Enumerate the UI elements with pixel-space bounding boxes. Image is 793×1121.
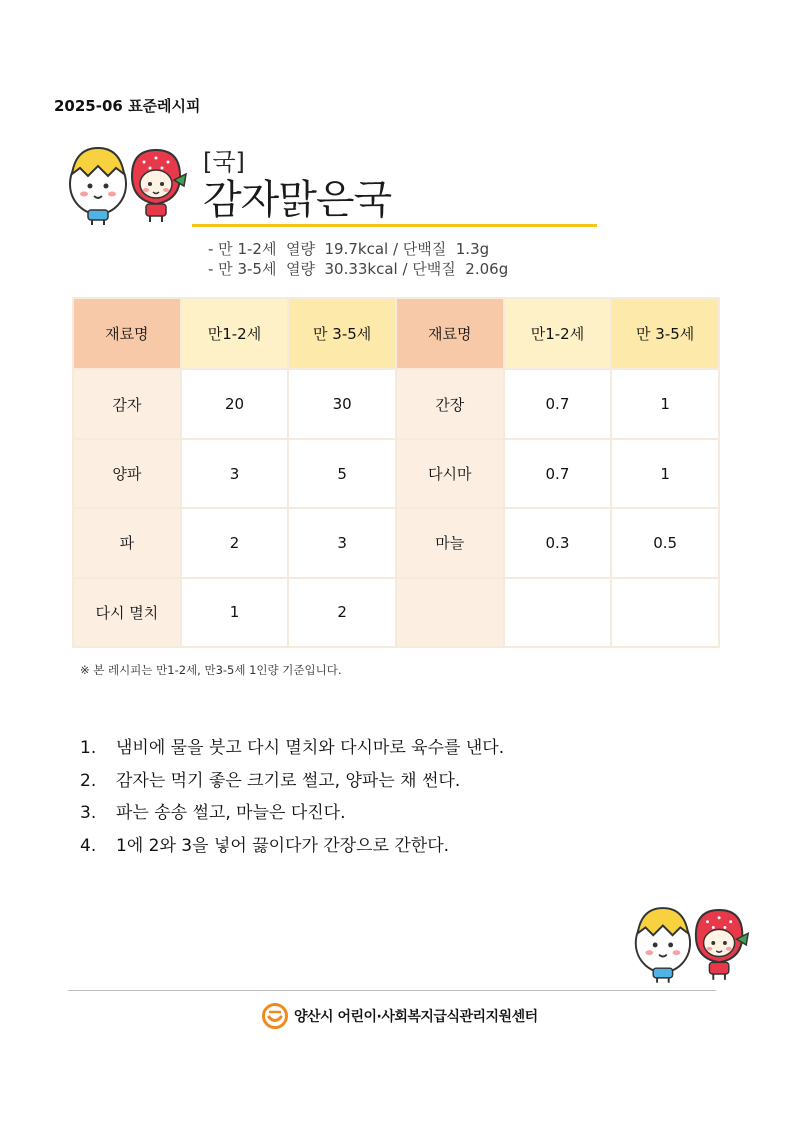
mascot-illustration [62, 140, 192, 226]
step-text: 감자는 먹기 좋은 크기로 썰고, 양파는 채 썬다. [116, 770, 461, 791]
recipe-category: [국] [203, 148, 245, 176]
step-number: 3. [80, 803, 97, 823]
ingredient-name: 다시 멸치 [73, 578, 181, 647]
amount-age-1-2: 2 [181, 508, 289, 577]
amount-age-1-2: 0.3 [504, 508, 612, 577]
table-row [73, 439, 719, 508]
nutrition-age-1-2: - 만 1-2세 열량 19.7kcal / 단백질 1.3g [208, 240, 490, 258]
amount-age-3-5: 2 [288, 578, 396, 647]
step-item [80, 765, 504, 798]
serving-note: ※ 본 레시피는 만1-2세, 만3-5세 1인량 기준입니다. [80, 663, 342, 677]
footer [262, 1002, 538, 1030]
step-item [80, 797, 504, 830]
egg-mascot [70, 148, 126, 225]
table-header-row [73, 298, 719, 369]
ingredient-name: 간장 [396, 369, 504, 438]
table-row [73, 369, 719, 438]
amount-age-1-2: 1 [181, 578, 289, 647]
mascot-illustration [628, 900, 754, 984]
smile-logo-icon [262, 1003, 288, 1029]
recipe-steps [80, 732, 504, 862]
amount-age-3-5: 30 [288, 369, 396, 438]
ingredient-name: 감자 [73, 369, 181, 438]
step-text: 파는 송송 썰고, 마늘은 다진다. [116, 803, 346, 823]
amount-age-3-5: 1 [611, 439, 719, 508]
organization-name: 양산시 어린이·사회복지급식관리지원센터 [294, 1009, 538, 1025]
header-age-1-2: 만1-2세 [504, 298, 612, 369]
amount-age-1-2: 0.7 [504, 369, 612, 438]
amount-age-1-2: 20 [181, 369, 289, 438]
document-label: 2025-06 표준레시피 [54, 97, 201, 115]
step-item [80, 830, 504, 863]
amount-age-3-5: 5 [288, 439, 396, 508]
step-text: 1에 2와 3을 넣어 끓이다가 간장으로 간한다. [116, 835, 450, 856]
step-number: 1. [80, 738, 97, 758]
amount-age-1-2: 3 [181, 439, 289, 508]
ingredient-table [72, 297, 720, 648]
header-ingredient: 재료명 [396, 298, 504, 369]
table-row [73, 508, 719, 577]
strawberry-mascot [696, 910, 748, 980]
ingredient-name: 파 [73, 508, 181, 577]
strawberry-mascot [132, 150, 186, 222]
ingredient-name: 양파 [73, 439, 181, 508]
amount-age-3-5: 3 [288, 508, 396, 577]
egg-mascot [636, 908, 690, 983]
amount-age-3-5 [611, 578, 719, 647]
nutrition-age-3-5: - 만 3-5세 열량 30.33kcal / 단백질 2.06g [208, 260, 509, 278]
amount-age-3-5: 1 [611, 369, 719, 438]
title-underline [192, 224, 597, 227]
amount-age-1-2 [504, 578, 612, 647]
footer-divider [68, 990, 716, 991]
ingredient-name [396, 578, 504, 647]
amount-age-1-2: 0.7 [504, 439, 612, 508]
header-ingredient: 재료명 [73, 298, 181, 369]
amount-age-3-5: 0.5 [611, 508, 719, 577]
header-age-1-2: 만1-2세 [181, 298, 289, 369]
ingredient-name: 마늘 [396, 508, 504, 577]
header-age-3-5: 만 3-5세 [288, 298, 396, 369]
ingredient-name: 다시마 [396, 439, 504, 508]
step-text: 냄비에 물을 붓고 다시 멸치와 다시마로 육수를 낸다. [116, 738, 505, 758]
header-age-3-5: 만 3-5세 [611, 298, 719, 369]
table-row [73, 578, 719, 647]
recipe-title: 감자맑은국 [203, 177, 392, 223]
step-number: 4. [80, 835, 97, 856]
step-item [80, 732, 504, 765]
step-number: 2. [80, 770, 97, 791]
